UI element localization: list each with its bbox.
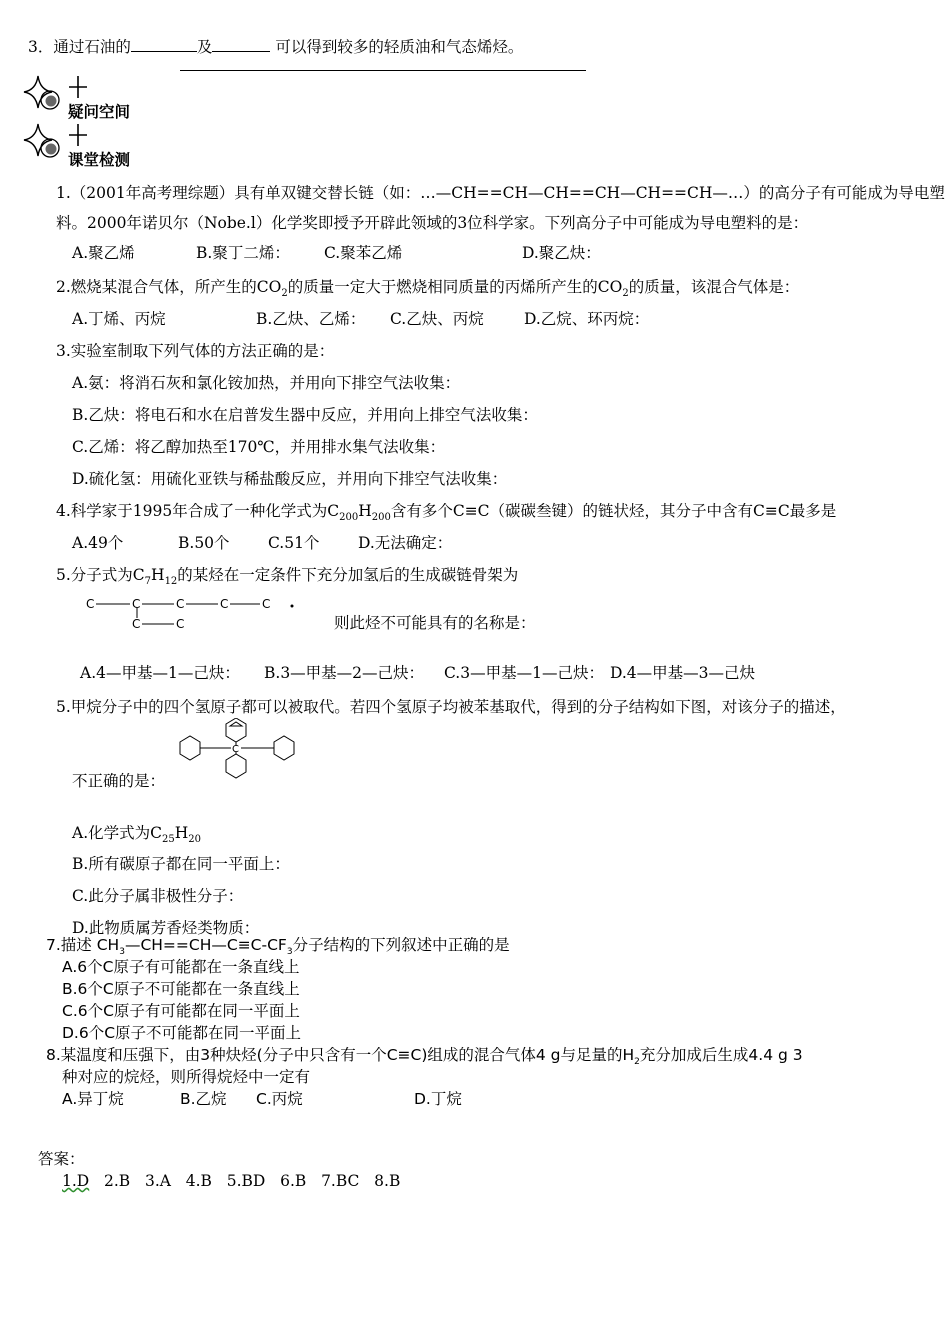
- answer-item: 2.B: [104, 1172, 131, 1190]
- tetraphenylmethane-structure: [176, 718, 308, 782]
- q2-option-a[interactable]: A.丁烯、丙烷: [72, 310, 166, 328]
- carbon-atom: C: [132, 617, 141, 631]
- q5a-option-d[interactable]: D.4—甲基—3—己炔: [610, 664, 756, 682]
- q3-option-b[interactable]: B.乙炔：将电石和水在启普发生器中反应，并用向上排空气法收集：: [72, 406, 538, 424]
- carbon-skeleton-diagram: [86, 594, 306, 634]
- answer-blank[interactable]: [212, 37, 270, 52]
- answer-item: 7.BC: [321, 1172, 360, 1190]
- q8-stem-line2: 种对应的烷烃，则所得烷烃中一定有: [62, 1068, 311, 1086]
- q2-option-c[interactable]: C.乙炔、丙烷: [390, 310, 484, 328]
- q4-stem-mid: H: [358, 502, 372, 520]
- q7-option-d[interactable]: D.6个C原子不可能都在同一平面上: [62, 1024, 302, 1042]
- q2-option-d[interactable]: D.乙烷、环丙烷：: [524, 310, 650, 328]
- carbon-atom: C: [176, 597, 185, 611]
- q2-stem-post: 的质量，该混合气体是：: [628, 278, 800, 296]
- subscript: 2: [281, 288, 288, 300]
- q5a-option-c[interactable]: C.3—甲基—1—己炔：: [444, 664, 604, 682]
- answer-item: 6.B: [280, 1172, 307, 1190]
- q1-option-c[interactable]: C.聚苯乙烯: [324, 244, 403, 262]
- q7-stem-pre: 7.描述 CH: [46, 936, 120, 954]
- q7-option-a[interactable]: A.6个C原子有可能都在一条直线上: [62, 958, 300, 976]
- answer-item: 3.A: [144, 1172, 171, 1190]
- q4-stem-pre: 4.科学家于1995年合成了一种化学式为C: [56, 502, 340, 520]
- subscript: 3: [119, 947, 125, 958]
- q4-stem: [56, 500, 836, 529]
- q7-option-c[interactable]: C.6个C原子有可能都在同一平面上: [62, 1002, 300, 1020]
- q4-stem-post: 含有多个C≡C（碳碳叁键）的链状烃，其分子中含有C≡C最多是: [390, 502, 837, 520]
- q4-option-a[interactable]: A.49个: [72, 534, 124, 552]
- q5a-option-a[interactable]: A.4—甲基—1—己炔：: [80, 664, 240, 682]
- q5b-option-c[interactable]: C.此分子属非极性分子：: [72, 887, 244, 905]
- q1-option-b[interactable]: B.聚丁二烯：: [196, 244, 290, 262]
- q3-top-post: 可以得到较多的轻质油和气态烯烃。: [275, 38, 524, 56]
- q5b-option-a-pre: A.化学式为C: [72, 824, 162, 842]
- q3-option-c[interactable]: C.乙烯：将乙醇加热至170℃，并用排水集气法收集：: [72, 438, 446, 456]
- q1-stem-line1: 1.（2001年高考理综题）具有单双键交替长链（如：…—CH==CH—CH==CH—CH==CH—…）的高分子有可能成为导电塑: [56, 184, 945, 202]
- q4-option-c[interactable]: C.51个: [268, 534, 320, 552]
- subscript: 7: [144, 576, 152, 588]
- q8-stem-post: 充分加成后生成4.4 g 3: [639, 1046, 803, 1064]
- q5a-stem-tail: 则此烃不可能具有的名称是：: [334, 614, 536, 632]
- q8-option-a[interactable]: A.异丁烷: [62, 1090, 124, 1108]
- subscript: 20: [188, 834, 201, 846]
- q5b-stem-line1: 5.甲烷分子中的四个氢原子都可以被取代。若四个氢原子均被苯基取代，得到的分子结构如下图，对该分子的描述，: [56, 698, 846, 716]
- answer-blank[interactable]: [131, 37, 197, 52]
- q7-stem-mid: —CH==CH—C≡C-CF: [124, 936, 287, 954]
- q2-option-b[interactable]: B.乙炔、乙烯：: [256, 310, 366, 328]
- carbon-atom: C: [86, 597, 95, 611]
- subscript: 12: [164, 576, 178, 588]
- q3-fill-in: [28, 36, 523, 58]
- q2-stem-mid: 的质量一定大于燃烧相同质量的丙烯所产生的CO: [287, 278, 623, 296]
- q5a-option-b[interactable]: B.3—甲基—2—己炔：: [264, 664, 425, 682]
- q3-stem: 3.实验室制取下列气体的方法正确的是：: [56, 342, 335, 360]
- q5b-option-a-mid: H: [174, 824, 189, 842]
- q5a-stem-mid: H: [151, 566, 165, 584]
- q5b-option-b[interactable]: B.所有碳原子都在同一平面上：: [72, 855, 290, 873]
- q5b-stem-line2: 不正确的是：: [72, 772, 166, 790]
- q2-stem-pre: 2.燃烧某混合气体，所产生的CO: [56, 278, 282, 296]
- q5a-stem-pre: 5.分子式为C: [56, 566, 145, 584]
- q2-stem: [56, 276, 799, 305]
- answers-label: 答案：: [38, 1150, 85, 1168]
- carbon-atom: C: [220, 597, 229, 611]
- q3-top-mid: 及: [196, 38, 213, 56]
- q8-option-c[interactable]: C.丙烷: [256, 1090, 303, 1108]
- answers-list: [62, 1170, 400, 1192]
- answer-item: 1.D: [62, 1172, 90, 1190]
- answer-item: 4.B: [185, 1172, 212, 1190]
- q3-top-pre: 3．通过石油的: [28, 38, 131, 56]
- q4-option-d[interactable]: D.无法确定：: [358, 534, 453, 552]
- q8-stem-pre: 8.某温度和压强下，由3种炔烃(分子中只含有一个C≡C)组成的混合气体4 g与足量的H: [46, 1046, 635, 1064]
- q3-option-d[interactable]: D.硫化氢：用硫化亚铁与稀盐酸反应，并用向下排空气法收集：: [72, 470, 508, 488]
- answer-item: 5.BD: [226, 1172, 266, 1190]
- section-doubt-title: 疑问空间: [68, 103, 131, 121]
- subscript: 2: [622, 288, 629, 300]
- q8-option-d[interactable]: D.丁烷: [414, 1090, 462, 1108]
- q7-stem-post: 分子结构的下列叙述中正确的是: [292, 936, 510, 954]
- section-check-title: 课堂检测: [68, 151, 131, 169]
- answer-item: 8.B: [374, 1172, 401, 1190]
- q7-option-b[interactable]: B.6个C原子不可能都在一条直线上: [62, 980, 300, 998]
- subscript: 2: [634, 1057, 640, 1068]
- divider-line: [180, 70, 586, 71]
- q1-stem-line2: 料。2000年诺贝尔（Nobe.l）化学奖即授予开辟此领域的3位科学家。下列高分子中可能成为导电塑料的是：: [56, 214, 809, 232]
- q5b-option-d[interactable]: D.此物质属芳香烃类物质：: [72, 919, 260, 937]
- q8-option-b[interactable]: B.乙烷: [180, 1090, 227, 1108]
- subscript: 200: [339, 512, 359, 524]
- carbon-atom: C: [132, 597, 141, 611]
- carbon-atom: C: [232, 744, 239, 755]
- q1-option-a[interactable]: A.聚乙烯: [72, 244, 135, 262]
- carbon-atom: C: [176, 617, 185, 631]
- q1-option-d[interactable]: D.聚乙炔：: [522, 244, 601, 262]
- subscript: 25: [161, 834, 175, 846]
- subscript: 200: [371, 512, 391, 524]
- q5a-stem: [56, 564, 518, 593]
- carbon-atom: C: [262, 597, 271, 611]
- q3-option-a[interactable]: A.氨：将消石灰和氯化铵加热，并用向下排空气法收集：: [72, 374, 461, 392]
- q5b-option-a[interactable]: [72, 822, 201, 851]
- q5a-stem-post: 的某烃在一定条件下充分加氢后的生成碳链骨架为: [177, 566, 519, 584]
- subscript: 3: [286, 947, 293, 958]
- q4-option-b[interactable]: B.50个: [178, 534, 230, 552]
